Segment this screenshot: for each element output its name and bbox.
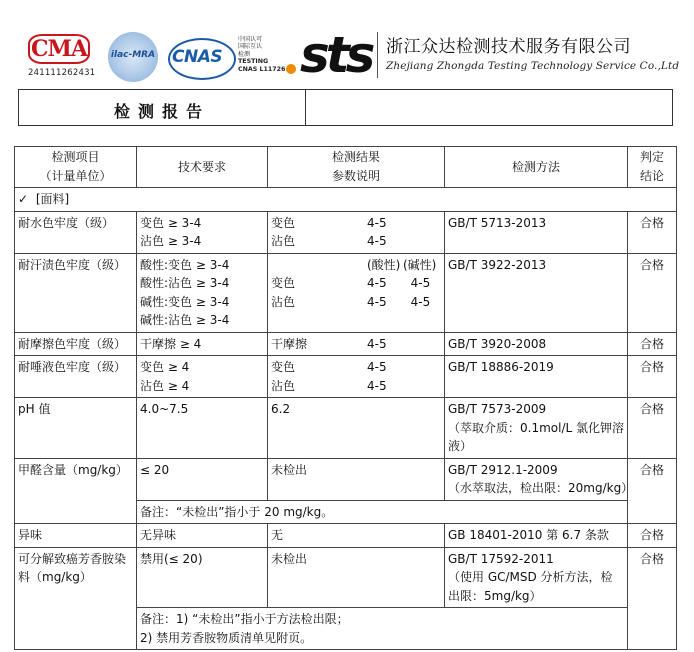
header-divider <box>377 32 378 78</box>
table-row <box>15 253 677 332</box>
cell-method: GB/T 3922-2013 <box>445 253 628 332</box>
table-row <box>15 547 677 608</box>
cma-logo <box>28 34 94 78</box>
cell-note: 备注：1) “未检出”指小于方法检出限； 2) 禁用芳香胺物质清单见附页。 <box>137 608 628 650</box>
header-method: 检测方法 <box>445 147 628 188</box>
cell-item: 耐唾液色牢度（级） <box>15 356 137 398</box>
cell-item: pH 值 <box>15 398 137 459</box>
cell-method: GB/T 18886-2019 <box>445 356 628 398</box>
cell-result: (酸性) (碱性) 变色 4-5 4-5 沾色 4-5 4-5 <box>268 253 445 332</box>
cell-requirement: ≤ 20 <box>137 458 268 500</box>
table-header-row <box>15 147 677 188</box>
cell-result: 6.2 <box>268 398 445 459</box>
cell-verdict: 合格 <box>628 356 677 398</box>
cell-requirement: 变色 ≥ 4 沾色 ≥ 4 <box>137 356 268 398</box>
cell-result: 干摩擦 4-5 <box>268 332 445 356</box>
sts-logo <box>290 26 374 82</box>
cell-verdict: 合格 <box>628 332 677 356</box>
cell-method: GB/T 5713-2013 <box>445 211 628 253</box>
cnas-accreditation-text: 中国认可 国际互认 检测 TESTING CNAS L11726 <box>238 36 286 73</box>
header-item: 检测项目 （计量单位） <box>15 147 137 188</box>
cell-item: 异味 <box>15 524 137 548</box>
cell-item: 耐水色牢度（级） <box>15 211 137 253</box>
cell-requirement: 禁用(≤ 20) <box>137 547 268 608</box>
cell-item: 可分解致癌芳香胺染 料（mg/kg） <box>15 547 137 650</box>
cell-verdict: 合格 <box>628 211 677 253</box>
cell-method: GB 18401-2010 第 6.7 条款 <box>445 524 628 548</box>
table-row <box>15 332 677 356</box>
table-row <box>15 398 677 459</box>
cell-verdict: 合格 <box>628 458 677 524</box>
header-requirement: 技术要求 <box>137 147 268 188</box>
cell-method: GB/T 17592-2011 （使用 GC/MSD 分析方法，检 出限：5mg/kg） <box>445 547 628 608</box>
section-row-fabric <box>15 188 677 212</box>
checkmark-icon: ✓ <box>18 192 29 206</box>
cnas-logo <box>168 36 236 78</box>
company-name-en: Zhejiang Zhongda Testing Technology Service Co.,Ltd <box>386 60 680 72</box>
header-result: 检测结果 参数说明 <box>268 147 445 188</box>
header-verdict: 判定 结论 <box>628 147 677 188</box>
title-box-divider <box>305 90 306 125</box>
cell-requirement: 无异味 <box>137 524 268 548</box>
cell-verdict: 合格 <box>628 253 677 332</box>
cell-requirement: 干摩擦 ≥ 4 <box>137 332 268 356</box>
cell-requirement: 酸性:变色 ≥ 3-4 酸性:沾色 ≥ 3-4 碱性:变色 ≥ 3-4 碱性:沾色 ≥ 3-4 <box>137 253 268 332</box>
cell-verdict: 合格 <box>628 524 677 548</box>
table-row <box>15 211 677 253</box>
cell-item: 耐摩擦色牢度（级） <box>15 332 137 356</box>
cell-method: GB/T 2912.1-2009 （水萃取法，检出限：20mg/kg） <box>445 458 628 500</box>
report-header <box>0 0 694 88</box>
cell-note: 备注：“未检出”指小于 20 mg/kg。 <box>137 500 628 524</box>
cell-requirement: 4.0~7.5 <box>137 398 268 459</box>
test-results-table <box>14 146 677 650</box>
cell-result: 未检出 <box>268 458 445 500</box>
cell-result: 变色 4-5 沾色 4-5 <box>268 356 445 398</box>
ilac-mra-logo <box>108 32 158 82</box>
cell-requirement: 变色 ≥ 3-4 沾色 ≥ 3-4 <box>137 211 268 253</box>
cma-number: 241111262431 <box>28 68 96 78</box>
sts-logo-text: sts <box>300 26 372 84</box>
cell-item: 甲醛含量（mg/kg） <box>15 458 137 524</box>
cell-method: GB/T 3920-2008 <box>445 332 628 356</box>
report-title-box <box>18 89 673 126</box>
table-row <box>15 356 677 398</box>
cell-verdict: 合格 <box>628 547 677 650</box>
ilac-text: ilac-MRA <box>110 50 156 60</box>
cnas-text: CNAS <box>172 47 223 67</box>
table-row <box>15 524 677 548</box>
company-name-cn: 浙江众达检测技术服务有限公司 <box>386 37 631 57</box>
cma-mark: CMA <box>28 34 90 64</box>
table-row <box>15 458 677 500</box>
cell-result: 无 <box>268 524 445 548</box>
report-title: 检测报告 <box>113 102 210 121</box>
cell-result: 未检出 <box>268 547 445 608</box>
cell-item: 耐汗渍色牢度（级） <box>15 253 137 332</box>
cell-method: GB/T 7573-2009 （萃取介质：0.1mol/L 氯化钾溶 液） <box>445 398 628 459</box>
cell-result: 变色 4-5 沾色 4-5 <box>268 211 445 253</box>
section-label: [面料] <box>35 192 70 206</box>
sts-logo-dot-icon <box>286 64 296 74</box>
cell-verdict: 合格 <box>628 398 677 459</box>
